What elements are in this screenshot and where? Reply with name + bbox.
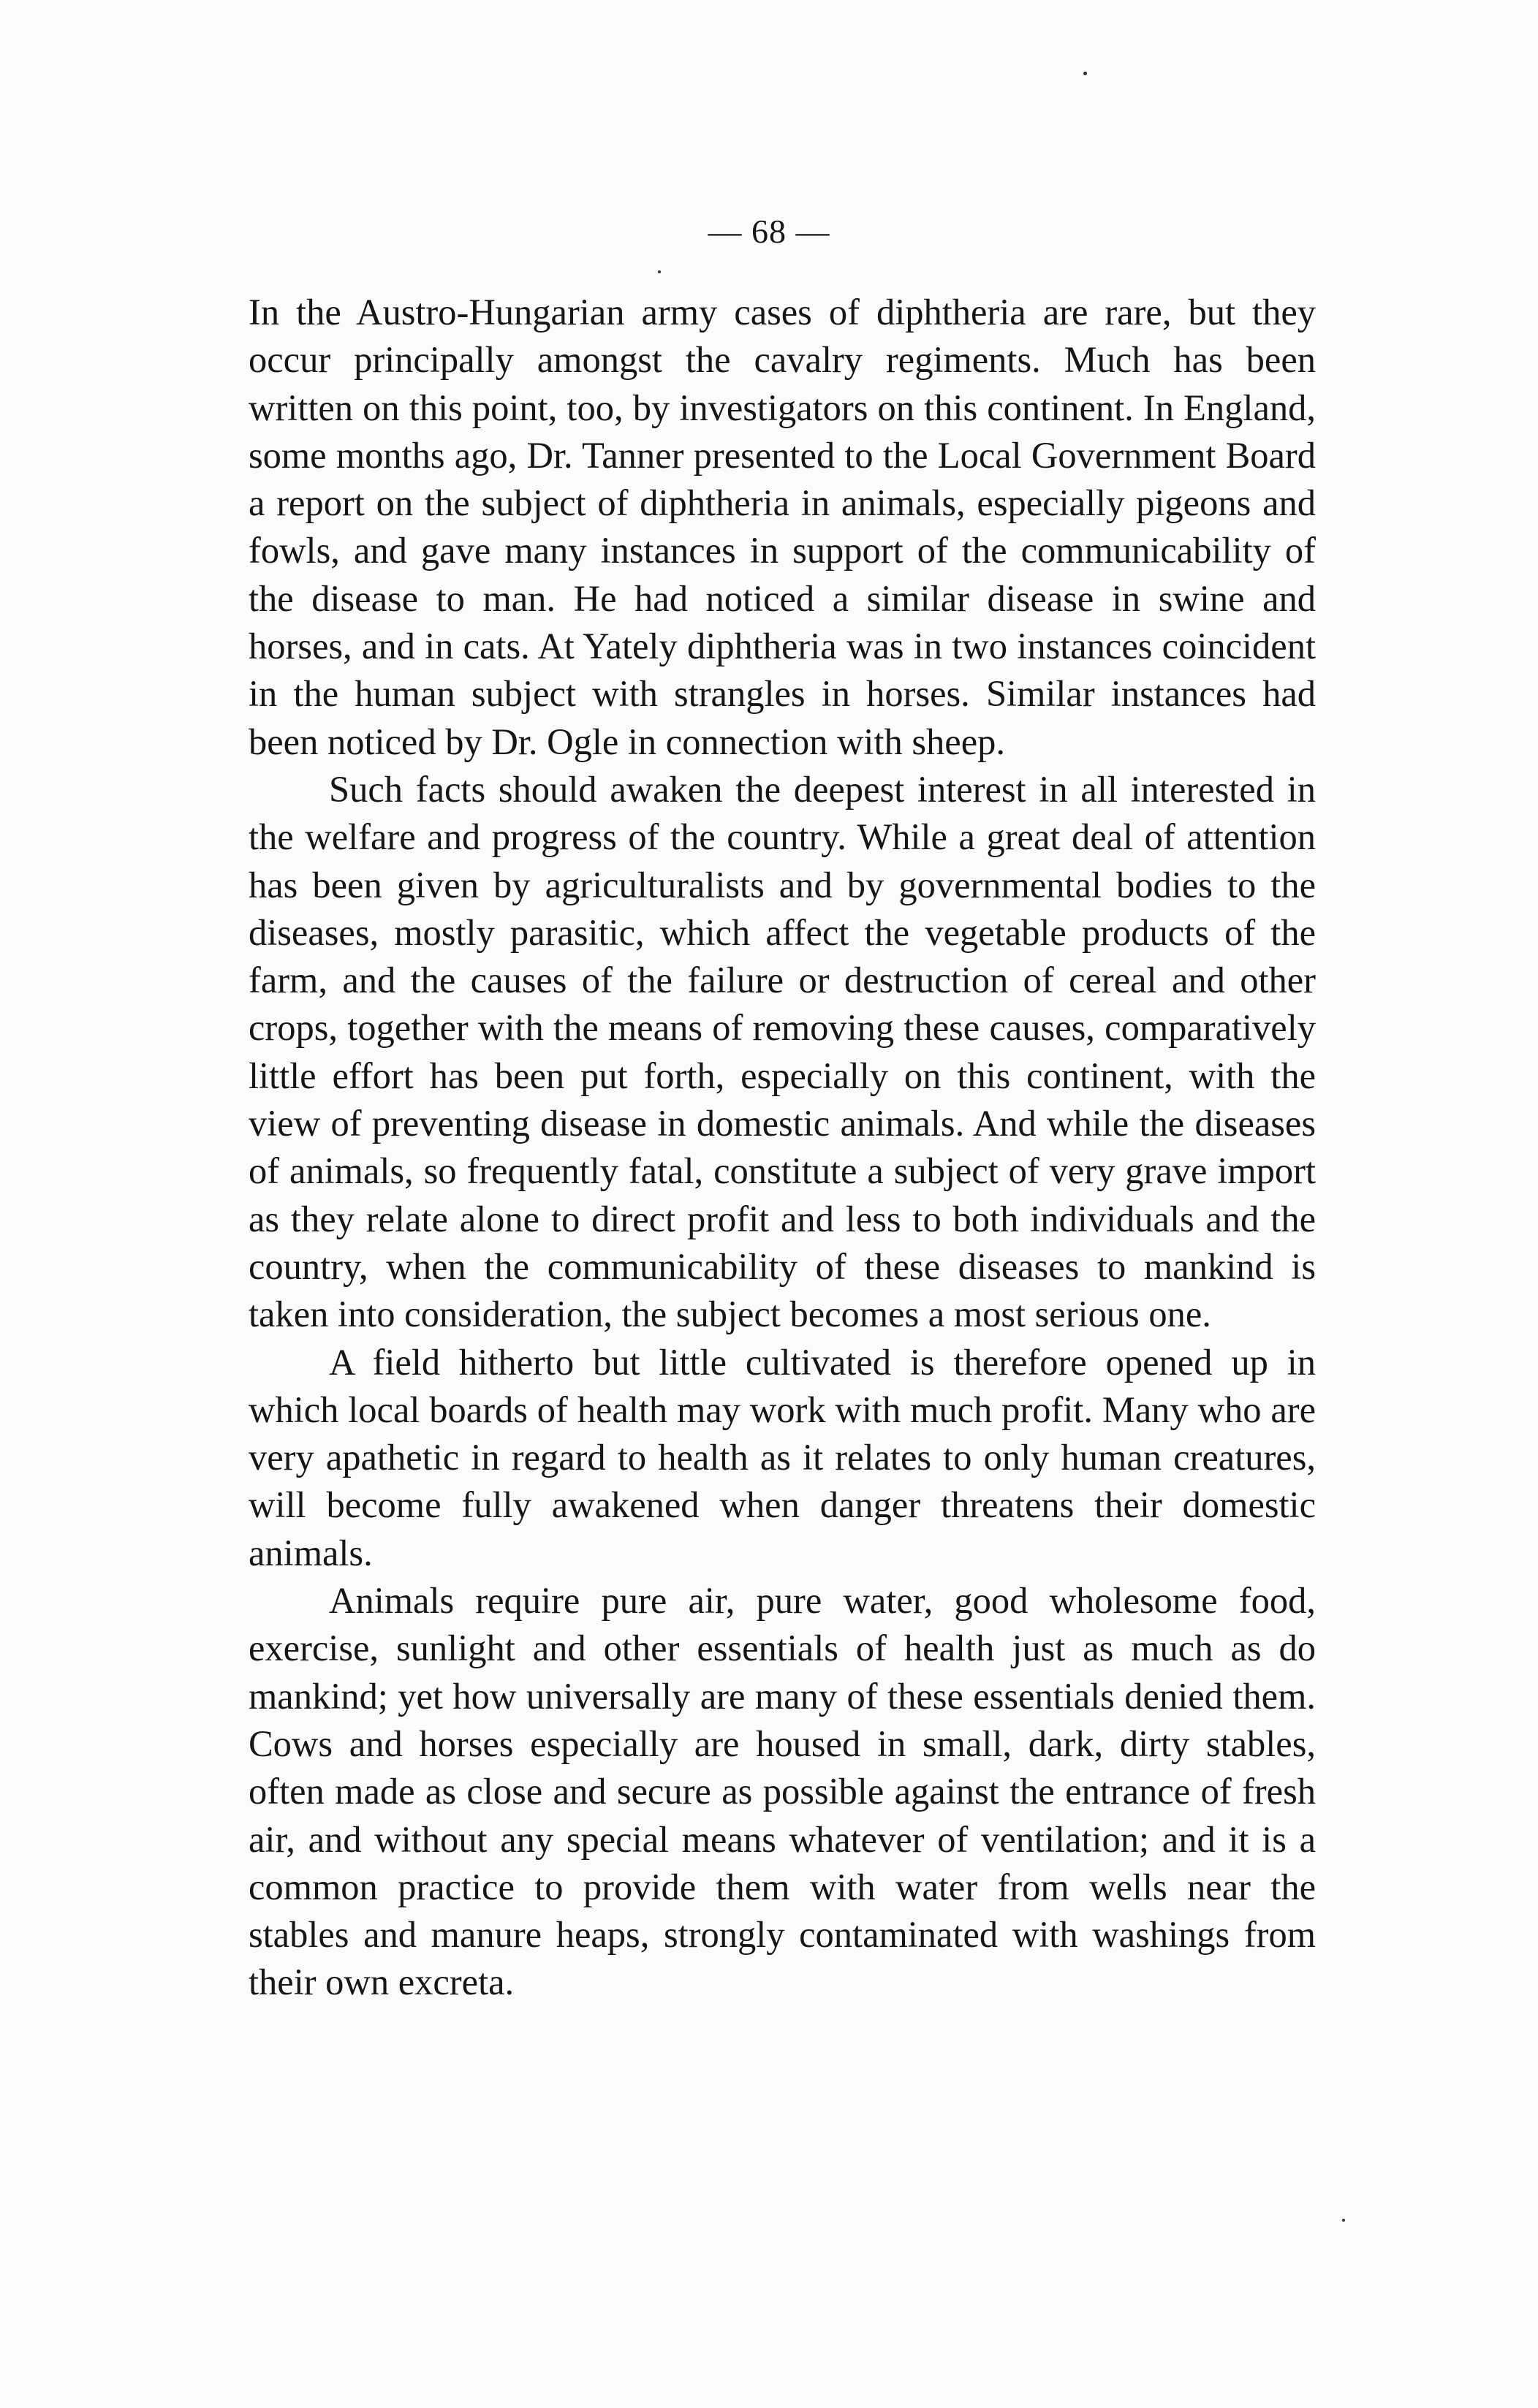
scan-speck: [1083, 72, 1087, 75]
paragraph-3: A field hitherto but little cultivated is therefore opened up in which local boards of health may work with much profit. Many who are very apathetic in regard to health as it relates to only human creatures, will become fully awakened when danger threatens their domestic animals.: [249, 1341, 1316, 1573]
paragraph-2: Such facts should awaken the deepest interest in all interested in the welfare and progress of the country. While a great deal of attention has been given by agriculturalists and by governmental bodies to the diseases, mostly parasitic, which affect the vegetable products of the farm, and the causes of the failure or destruction of cereal and other crops, together with the means of removing these causes, comparatively little effort has been put forth, especially on this continent, with the view of preventing disease in domestic animals. And while the diseases of animals, so frequently fatal, constitute a subject of very grave import as they relate alone to direct profit and less to both individuals and the country, when the communicability of these diseases to mankind is taken into consideration, the subject becomes a most serious one.: [249, 768, 1316, 1335]
paragraph-4: Animals require pure air, pure water, good wholesome food, exercise, sunlight and other essentials of health just as much as do mankind; yet how universally are many of these essentials denied them. Cows and horses especially are housed in small, dark, dirty stables, often made as close and secure as possible against the entrance of fresh air, and without any special means whatever of ventilation; and it is a common practice to provide them with water from wells near the stables and manure heaps, strongly contaminated with washings from their own excreta.: [249, 1580, 1316, 2003]
page-number: — 68 —: [708, 213, 830, 250]
scan-speck: [1342, 2219, 1345, 2222]
paragraph-1: In the Austro-Hungarian army cases of diphtheria are rare, but they occur principally amongst the cavalry regiments. Much has been written on this point, too, by investigators on this continent. In England, some months ago, Dr. Tanner presented to the Local Government Board a report on the subject of diphtheria in animals, especially pigeons and fowls, and gave many instances in support of the communicability of the disease to man. He had noticed a similar disease in swine and horses, and in cats. At Yately diphtheria was in two instances coincident in the human subject with strangles in horses. Similar instances had been noticed by Dr. Ogle in connection with sheep.: [249, 292, 1316, 762]
body-text: [249, 289, 1316, 2007]
scan-speck: [658, 270, 661, 273]
